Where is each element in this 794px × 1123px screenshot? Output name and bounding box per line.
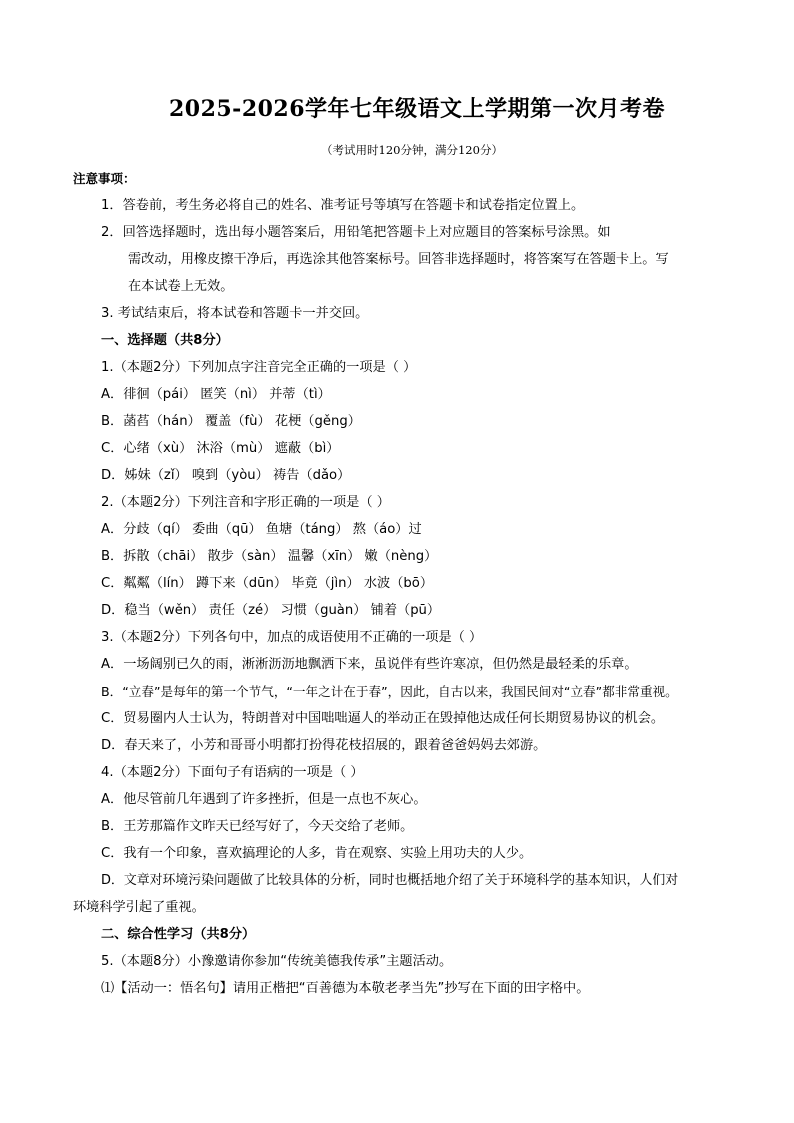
page-subtitle: （考试用时120分钟，满分120分） [321,143,503,157]
question-2-option-d: D．稳当（wěn） 责任（zé） 习惯（guàn） 铺着（pū） [101,603,441,618]
question-1-option-c: C．心绪（xù） 沐浴（mù） 遮蔽（bì） [101,441,340,456]
notice-item-2-end: 在本试卷上无效。 [128,279,234,294]
question-3-option-a: A．一场阔别已久的雨，淅淅沥沥地飘洒下来，虽说伴有些许寒凉，但仍然是最轻柔的乐章。 [101,657,638,672]
question-4-option-d: D．文章对环境污染问题做了比较具体的分析，同时也概括地介绍了关于环境科学的基本知识，人们对 [101,873,679,888]
question-4-option-d-cont: 环境科学引起了重视。 [73,900,205,915]
question-3-option-b: B．“立春”是每年的第一个节气，“一年之计在于春”，因此，自古以来，我国民间对“立春”都非常重视。 [101,684,678,699]
question-4-option-a: A．他尽管前几年遇到了许多挫折，但是一点也不灰心。 [101,792,427,807]
question-4-stem: 4.（本题2分）下面句子有语病的一项是（ ） [101,765,364,780]
notice-item-2-cont: 需改动，用橡皮擦干净后，再选涂其他答案标号。回答非选择题时，将答案写在答题卡上。写 [128,252,669,267]
section-1-heading: 一、选择题（共8分） [101,333,229,348]
section-2-heading: 二、综合性学习（共8分） [101,927,256,942]
question-2-option-b: B．拆散（chāi） 散步（sàn） 温馨（xīn） 嫩（nèng） [101,549,438,564]
question-2-stem: 2.（本题2分）下列注音和字形正确的一项是（ ） [101,495,390,510]
page-title: 2025-2026学年七年级语文上学期第一次月考卷 [168,96,666,122]
question-4-option-b: B．王芳那篇作文昨天已经写好了，今天交给了老师。 [101,819,414,834]
question-4-option-c: C．我有一个印象，喜欢搞理论的人多，肯在观察、实验上用功夫的人少。 [101,846,533,861]
notice-label: 注意事项： [73,171,136,186]
notice-item-1: 1．答卷前，考生务必将自己的姓名、准考证号等填写在答题卡和试卷指定位置上。 [101,198,585,213]
question-1-option-d: D．姊妹（zǐ） 嗅到（yòu） 祷告（dǎo） [101,468,351,483]
question-2-option-c: C．粼粼（lín） 蹲下来（dūn） 毕竟（jìn） 水波（bō） [101,576,434,591]
notice-item-3: 3. 考试结束后，将本试卷和答题卡一并交回。 [101,306,369,321]
question-3-option-d: D．春天来了，小芳和哥哥小明都打扮得花枝招展的，跟着爸爸妈妈去郊游。 [101,738,547,753]
question-2-option-a: A．分歧（qí） 委曲（qū） 鱼塘（táng） 熬（áo）过 [101,522,422,537]
question-5-sub-1: ⑴【活动一：悟名句】请用正楷把“百善德为本敬老孝当先”抄写在下面的田字格中。 [101,981,590,996]
question-1-option-b: B．菡萏（hán） 覆盖（fù） 花梗（gěng） [101,414,361,429]
notice-item-2: 2．回答选择题时，选出每小题答案后，用铅笔把答题卡上对应题目的答案标号涂黑。如 [101,225,611,240]
question-3-option-c: C．贸易圈内人士认为，特朗普对中国咄咄逼人的举动正在毁掉他达成任何长期贸易协议的机会。 [101,711,665,726]
question-5-stem: 5.（本题8分）小豫邀请你参加“传统美德我传承”主题活动。 [101,954,453,969]
question-3-stem: 3.（本题2分）下列各句中，加点的成语使用不正确的一项是（ ） [101,630,483,645]
question-1-stem: 1.（本题2分）下列加点字注音完全正确的一项是（ ） [101,360,417,375]
question-1-option-a: A．徘徊（pái） 匿笑（nì） 并蒂（tì） [101,387,331,402]
